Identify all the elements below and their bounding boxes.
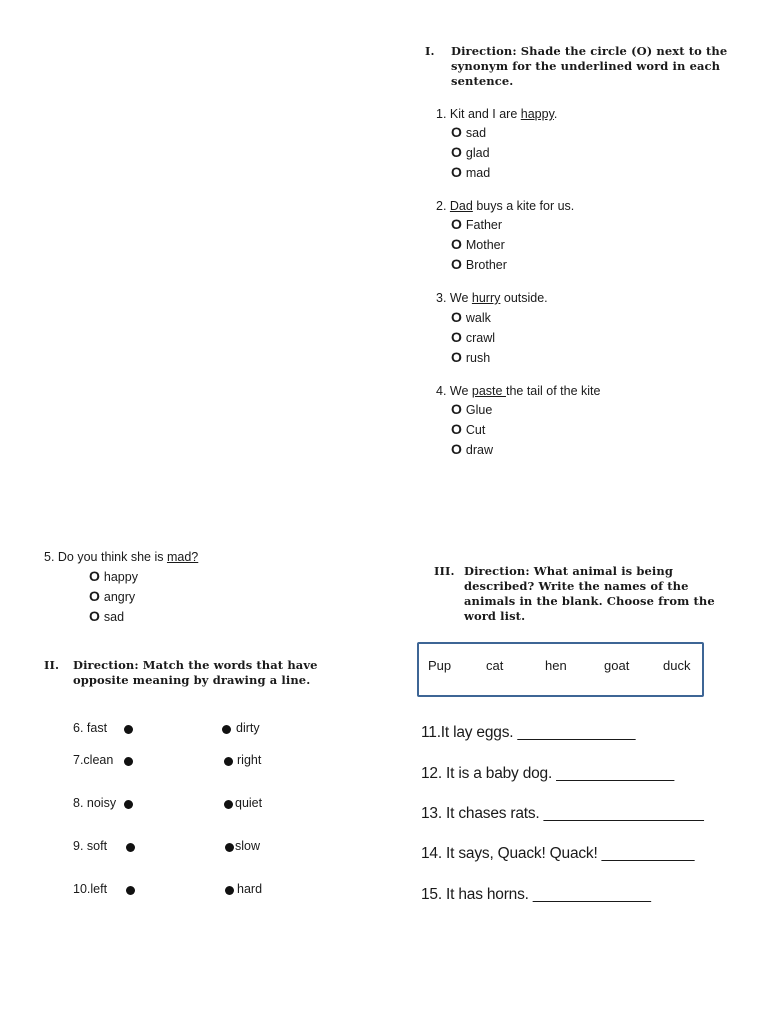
match-right-10[interactable]: hard [237,882,263,896]
question-2: 2. Dad buys a kite for us. [436,199,575,213]
section-2-numeral: II. [44,658,60,672]
direction-line: opposite meaning by drawing a line. [73,673,311,687]
circle-icon[interactable]: O [451,144,462,160]
direction-line: synonym for the underlined word in each [451,59,721,73]
circle-icon[interactable]: O [451,309,462,325]
fill-item-13[interactable]: 13. It chases rats. ___________________ [421,805,704,822]
option-4c[interactable]: O draw [451,441,493,457]
match-left-7[interactable]: 7.clean [73,753,114,767]
circle-icon[interactable]: O [451,236,462,252]
option-4a[interactable]: O Glue [451,401,493,417]
fill-item-12[interactable]: 12. It is a baby dog. ______________ [421,765,675,782]
underlined-word: Dad [449,199,473,213]
option-2c[interactable]: O Brother [451,256,507,272]
circle-icon[interactable]: O [89,608,100,624]
match-dot-left-7[interactable] [124,757,133,766]
match-right-7[interactable]: right [237,753,262,767]
word-list-item: hen [545,658,567,673]
direction-line: sentence. [451,74,514,88]
direction-line: Direction: What animal is being [464,564,673,578]
option-1c[interactable]: O mad [451,164,491,180]
section-3-numeral: III. [434,564,455,578]
underlined-word: hurry [471,291,501,305]
direction-line: Direction: Match the words that have [73,658,318,672]
option-3b[interactable]: O crawl [451,329,496,345]
match-dot-left-10[interactable] [126,886,135,895]
word-list-item: cat [486,658,504,673]
circle-icon[interactable]: O [89,588,100,604]
section-1-numeral: I. [425,44,435,58]
match-dot-right-10[interactable] [225,886,234,895]
match-right-8[interactable]: quiet [235,796,263,810]
match-right-9[interactable]: slow [235,839,261,853]
match-left-10[interactable]: 10.left [73,882,108,896]
match-left-8[interactable]: 8. noisy [73,796,117,810]
option-5a[interactable]: O happy [89,568,138,584]
circle-icon[interactable]: O [451,124,462,140]
circle-icon[interactable]: O [451,441,462,457]
question-1: 1. Kit and I are happy. [436,107,558,121]
match-dot-right-9[interactable] [225,843,234,852]
match-left-6[interactable]: 6. fast [73,721,108,735]
match-dot-left-9[interactable] [126,843,135,852]
word-list-item: goat [604,658,630,673]
option-1b[interactable]: O glad [451,144,490,160]
circle-icon[interactable]: O [451,349,462,365]
word-list-box [417,642,704,697]
circle-icon[interactable]: O [451,329,462,345]
circle-icon[interactable]: O [451,216,462,232]
fill-item-15[interactable]: 15. It has horns. ______________ [421,886,651,903]
match-dot-right-7[interactable] [224,757,233,766]
option-3a[interactable]: O walk [451,309,491,325]
question-4: 4. We paste the tail of the kite [436,384,601,398]
circle-icon[interactable]: O [451,256,462,272]
match-dot-left-8[interactable] [124,800,133,809]
circle-icon[interactable]: O [89,568,100,584]
circle-icon[interactable]: O [451,164,462,180]
match-dot-right-6[interactable] [222,725,231,734]
section-3-direction [434,564,734,626]
section-2-direction [44,658,344,690]
fill-item-11[interactable]: 11.It lay eggs. ______________ [421,724,636,741]
match-dot-right-8[interactable] [224,800,233,809]
option-3c[interactable]: O rush [451,349,491,365]
direction-line: Direction: Shade the circle (O) next to the [451,44,728,58]
fill-item-14[interactable]: 14. It says, Quack! Quack! ___________ [421,845,695,862]
question-3: 3. We hurry outside. [436,291,548,305]
match-right-6[interactable]: dirty [236,721,260,735]
direction-line: animals in the blank. Choose from the [464,594,715,608]
match-left-9[interactable]: 9. soft [73,839,108,853]
option-5b[interactable]: O angry [89,588,136,604]
underlined-word: mad? [166,550,199,564]
word-list-item: Pup [428,658,452,673]
match-dot-left-6[interactable] [124,725,133,734]
option-5c[interactable]: O sad [89,608,125,624]
option-2b[interactable]: O Mother [451,236,505,252]
option-4b[interactable]: O Cut [451,421,486,437]
option-1a[interactable]: O sad [451,124,487,140]
direction-line: word list. [464,609,526,623]
question-5: 5. Do you think she is mad? [44,550,199,564]
circle-icon[interactable]: O [451,401,462,417]
underlined-word: paste [471,384,506,398]
underlined-word: happy [520,107,554,121]
circle-icon[interactable]: O [451,421,462,437]
word-list-item: duck [663,658,691,673]
option-2a[interactable]: O Father [451,216,503,232]
direction-line: described? Write the names of the [464,579,689,593]
section-1-direction [425,44,745,90]
